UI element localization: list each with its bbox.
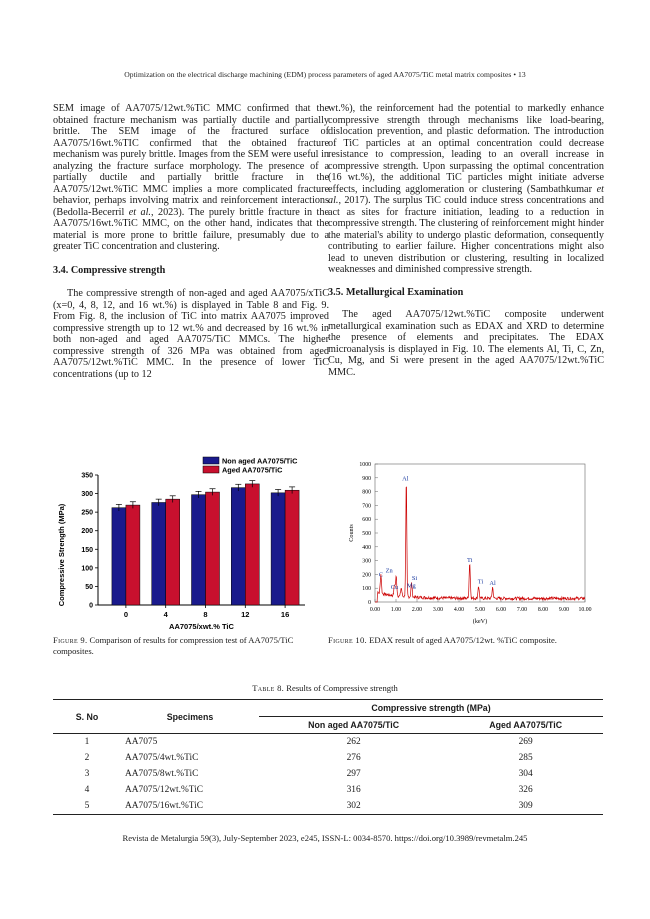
peak-label: Mg <box>406 582 416 590</box>
peak-label: Ti <box>477 578 484 586</box>
y-tick-label: 250 <box>81 509 93 517</box>
cell-non-aged: 302 <box>346 801 361 811</box>
peak-label: Si <box>411 575 418 583</box>
y-tick-label: 300 <box>81 491 93 499</box>
y-tick-label: 100 <box>362 586 371 593</box>
cell-aged: 304 <box>518 769 533 779</box>
bar-aged <box>206 492 220 605</box>
legend-swatch <box>203 457 219 464</box>
x-tick-label: 3.00 <box>432 607 444 613</box>
legend-label: Non aged AA7075/TiC <box>222 456 298 466</box>
cell-sno: 5 <box>84 801 90 811</box>
bar-non-aged <box>112 508 126 605</box>
peak-label: Zn <box>385 567 393 575</box>
x-tick-label: 0.00 <box>369 607 381 613</box>
cell-specimen: AA7075/4wt.%TiC <box>125 753 199 763</box>
paragraph <box>53 103 329 253</box>
cell-non-aged: 262 <box>346 737 361 747</box>
table-8-caption <box>0 683 650 693</box>
paragraph-text: wt.%), the reinforcement had the potential to markedly enhance compressive strength through mechanisms like load-bearing, dislocation prevention, and plastic deformation. The introduction of TiC particles at an optimal concentration could decrease resistance to compression, leading to an overall increase in compressive strength. Upon surpassing the optimal concentration (16 wt.%), the additional TiC particles might initiate adverse effects, including agglomeration or clustering (Sambathkumar <box>328 103 604 195</box>
cell-non-aged: 316 <box>346 785 361 795</box>
x-tick-label: 1.00 <box>390 607 402 613</box>
paragraph: The aged AA7075/12wt.%TiC composite underwent metallurgical examination such as EDAX and XRD to determine the presence of elements and precipitates. The EDAX microanalysis is displayed in Fig. 10. The elements Al, Ti, C, Zn, Cu, Mg, and Si were present in the aged AA7075/12wt.%TiC MMC. <box>328 309 604 378</box>
peak-label: Ti <box>466 557 473 565</box>
caption-text: Comparison of results for compression test of AA7075/TiC composites. <box>53 635 294 656</box>
y-tick-label: 300 <box>362 558 371 565</box>
caption-label: Table 8. <box>252 683 285 693</box>
x-tick-label: 10.00 <box>578 607 592 613</box>
results-table <box>53 699 603 815</box>
legend-swatch <box>203 466 219 473</box>
y-tick-label: 600 <box>362 517 371 524</box>
x-tick-label: 0 <box>123 610 128 619</box>
y-tick-label: 50 <box>85 583 93 591</box>
cell-sno: 2 <box>84 753 90 763</box>
cell-sno: 1 <box>84 737 90 747</box>
table-row <box>53 750 603 766</box>
y-tick-label: 500 <box>362 531 371 537</box>
figure-10-edax-spectrum <box>330 455 610 635</box>
table-row <box>53 798 603 815</box>
cell-aged: 326 <box>518 785 533 795</box>
x-tick-label: 4.00 <box>453 607 465 613</box>
x-tick-label: 2.00 <box>411 607 423 613</box>
caption-label: Figure 10. <box>328 635 368 645</box>
cell-sno: 3 <box>84 769 90 779</box>
left-column <box>53 103 329 380</box>
y-tick-label: 350 <box>81 472 93 480</box>
cell-aged: 285 <box>518 753 533 763</box>
cell-aged: 269 <box>518 737 533 747</box>
cell-non-aged: 297 <box>346 769 361 779</box>
cell-aged: 309 <box>518 801 533 811</box>
paragraph: The compressive strength of non-aged and aged AA7075/xTiC (x=0, 4, 8, 12, and 16 wt.%) is displayed in Table 8 and Fig. 9. From Fig. 8, the inclusion of TiC into matrix AA7075 improved compressive strength up to 12 wt.% and decreased by 16 wt.% in both non-aged and aged AA7075/TiC MMCs. The higher compressive strength of 326 MPa was obtained from aged AA7075/12wt.%TiC MMC. In the presence of lower TiC concentrations (up to 12 <box>53 288 329 380</box>
paragraph <box>328 103 604 276</box>
citation-etal: et al. <box>328 183 604 206</box>
y-tick-label: 200 <box>81 528 93 536</box>
caption-label: Figure 9. <box>53 635 88 645</box>
y-tick-label: 100 <box>81 565 93 573</box>
table-row <box>53 766 603 782</box>
cell-sno: 4 <box>84 785 90 795</box>
y-tick-label: 0 <box>89 602 93 610</box>
x-tick-label: 9.00 <box>558 607 570 613</box>
y-tick-label: 200 <box>362 572 371 579</box>
bar-aged <box>285 490 299 605</box>
x-axis-label: AA7075/xwt.% TiC <box>169 622 234 631</box>
running-header: Optimization on the electrical discharge machining (EDM) process parameters of aged AA7075/TiC metal matrix composites • 13 <box>124 70 526 79</box>
y-axis-label: Compressive Strength (MPa) <box>57 503 66 607</box>
y-tick-label: 800 <box>362 489 371 496</box>
y-tick-label: 700 <box>362 503 371 510</box>
legend-label: Aged AA7075/TiC <box>222 465 283 475</box>
bar-non-aged <box>152 502 166 605</box>
cell-specimen: AA7075/12wt.%TiC <box>125 785 204 795</box>
x-tick-label: 4 <box>163 610 168 619</box>
caption-text: EDAX result of aged AA7075/12wt. %TiC composite. <box>367 635 557 645</box>
figure-10-caption <box>328 635 604 646</box>
peak-label: Cu <box>390 583 399 591</box>
peak-label: C <box>378 571 384 579</box>
header-aged: Aged AA7075/TiC <box>489 720 563 730</box>
y-axis-label: Counts <box>348 524 355 542</box>
x-tick-label: 12 <box>241 610 250 619</box>
peak-label: Al <box>402 475 409 483</box>
figure-9-bar-chart <box>50 455 328 635</box>
page-footer: Revista de Metalurgia 59(3), July-September 2023, e245, ISSN-L: 0034-8570. https://doi.org/10.3989/revmetalm.245 <box>122 833 528 843</box>
y-tick-label: 1000 <box>359 462 371 468</box>
paragraph-text: SEM image of AA7075/12wt.%TiC MMC confirmed that the obtained fracture mechanism was partially ductile and partially brittle. The SEM image of the fractured surface of AA7075/16wt.%TIC confirmed that the obtained fracture mechanism was purely brittle. Images from the SEM were useful in analyzing the fracture surface morphology. The presence of a partially ductile and partially brittle fracture in the AA7075/12wt.%TiC MMC implies a more complicated fracture behavior, perhaps involving matrix and reinforcement interactions (Bedolla-Becerril <box>53 103 329 218</box>
paragraph-text: , 2023). The purely brittle fracture in the AA7075/16wt.%TiC MMC, on the other hand, indicates that the material is more prone to brittle failure, presumably due to a greater TiC concentration and clustering. <box>53 206 329 252</box>
x-tick-label: 5.00 <box>474 607 486 613</box>
table-row <box>53 782 603 798</box>
bar-aged <box>245 484 259 605</box>
x-tick-label: 8.00 <box>537 607 549 613</box>
peak-label: Al <box>489 579 496 587</box>
x-tick-label: 6.00 <box>495 607 507 613</box>
section-heading: 3.5. Metallurgical Examination <box>328 286 464 298</box>
x-axis-label: (keV) <box>472 618 488 625</box>
y-tick-label: 900 <box>362 475 371 482</box>
x-tick-label: 8 <box>203 610 208 619</box>
header-compressive-strength: Compressive strength (MPa) <box>259 700 603 717</box>
caption-text: Results of Compressive strength <box>284 683 398 693</box>
cell-non-aged: 276 <box>346 753 361 763</box>
bar-aged <box>166 499 180 605</box>
y-tick-label: 150 <box>81 546 93 554</box>
cell-specimen: AA7075 <box>125 737 158 747</box>
paragraph-text: , 2017). The surplus TiC could induce stress concentrations and act as sites for fracture initiation, leading to a reduction in compressive strength. The clustering of reinforcement might hinder the material's ability to undergo plastic deformation, consequently contributing to earlier failure. Higher concentrations might also lead to uneven distribution or clustering, resulting in localized weaknesses and diminished compressive strength. <box>328 195 604 275</box>
figure-9-caption <box>53 635 303 657</box>
x-tick-label: 7.00 <box>516 607 528 613</box>
bar-non-aged <box>192 495 206 605</box>
cell-specimen: AA7075/8wt.%TiC <box>125 769 199 779</box>
bar-aged <box>126 505 140 605</box>
right-column <box>328 103 604 378</box>
bar-non-aged <box>231 488 245 605</box>
header-specimens: Specimens <box>121 700 259 734</box>
x-tick-label: 16 <box>280 610 290 619</box>
y-tick-label: 0 <box>368 600 371 606</box>
cell-specimen: AA7075/16wt.%TiC <box>125 801 204 811</box>
y-tick-label: 400 <box>362 544 371 551</box>
citation-etal: et al. <box>128 206 151 218</box>
header-non-aged: Non aged AA7075/TiC <box>308 720 400 730</box>
bar-non-aged <box>271 493 285 605</box>
header-sno: S. No <box>53 700 121 734</box>
table-row <box>53 734 603 751</box>
section-heading: 3.4. Compressive strength <box>53 264 166 276</box>
